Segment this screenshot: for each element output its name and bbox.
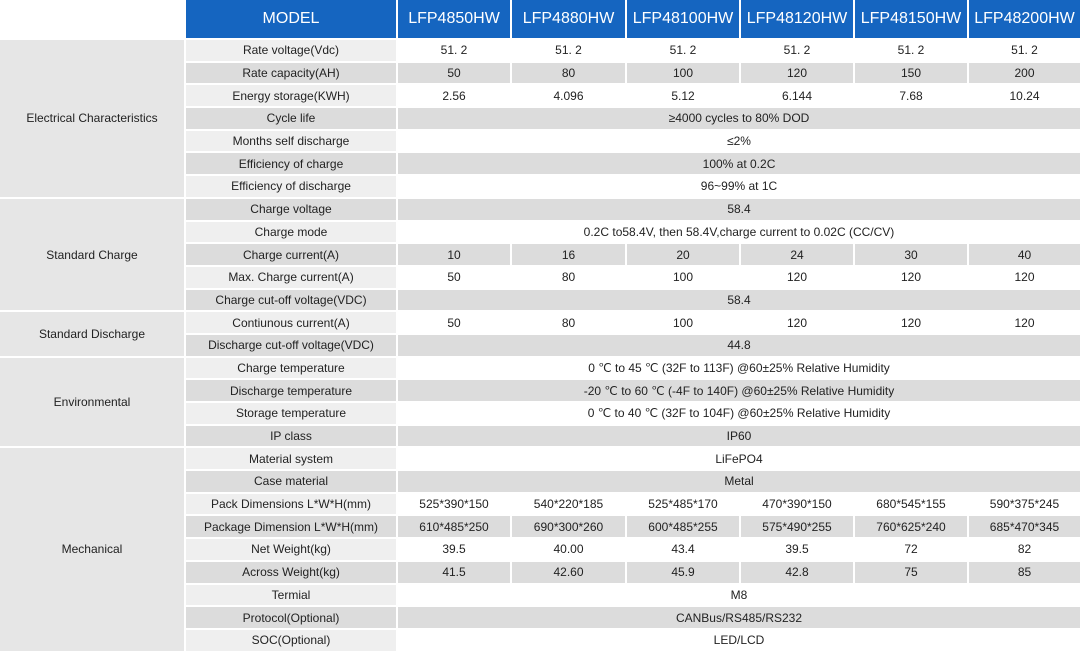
row-label: Protocol(Optional) <box>186 607 398 630</box>
row-value: 690*300*260 <box>512 516 627 539</box>
row-value-shared: LiFePO4 <box>398 448 1082 471</box>
row-label: Cycle life <box>186 108 398 131</box>
row-value: 200 <box>969 63 1082 86</box>
section-name: Mechanical <box>0 448 186 652</box>
row-label: Pack Dimensions L*W*H(mm) <box>186 494 398 517</box>
row-value-shared: 0 ℃ to 45 ℃ (32F to 113F) @60±25% Relative Humidity <box>398 358 1082 381</box>
row-value: 600*485*255 <box>627 516 741 539</box>
row-value: 50 <box>398 63 512 86</box>
row-label: Efficiency of discharge <box>186 176 398 199</box>
row-value: 80 <box>512 63 627 86</box>
row-value: 680*545*155 <box>855 494 969 517</box>
row-value: 4.096 <box>512 85 627 108</box>
row-label: Discharge temperature <box>186 380 398 403</box>
row-label: Rate capacity(AH) <box>186 63 398 86</box>
row-value: 51. 2 <box>855 40 969 63</box>
row-value: 51. 2 <box>398 40 512 63</box>
section-name: Standard Discharge <box>0 312 186 357</box>
row-value: 610*485*250 <box>398 516 512 539</box>
row-value-shared: 96~99% at 1C <box>398 176 1082 199</box>
row-value: 10.24 <box>969 85 1082 108</box>
row-value: 5.12 <box>627 85 741 108</box>
row-value: 540*220*185 <box>512 494 627 517</box>
row-value-shared: Metal <box>398 471 1082 494</box>
row-label: Material system <box>186 448 398 471</box>
row-value: 120 <box>855 267 969 290</box>
row-value-shared: IP60 <box>398 426 1082 449</box>
row-value: 20 <box>627 244 741 267</box>
row-label: Termial <box>186 585 398 608</box>
model-header: MODEL <box>186 0 398 40</box>
row-value: 40.00 <box>512 539 627 562</box>
row-value: 51. 2 <box>627 40 741 63</box>
row-label: Energy storage(KWH) <box>186 85 398 108</box>
header-row <box>0 0 1082 40</box>
row-value: 7.68 <box>855 85 969 108</box>
row-value-shared: 58.4 <box>398 199 1082 222</box>
section-name: Electrical Characteristics <box>0 40 186 199</box>
row-value: 120 <box>741 267 855 290</box>
row-value: 120 <box>969 267 1082 290</box>
row-value: 41.5 <box>398 562 512 585</box>
row-value: 80 <box>512 312 627 335</box>
row-value: 120 <box>741 63 855 86</box>
row-label: Case material <box>186 471 398 494</box>
model-name: LFP48100HW <box>627 0 741 40</box>
row-value: 760*625*240 <box>855 516 969 539</box>
corner-cell <box>0 0 186 40</box>
row-label: Charge current(A) <box>186 244 398 267</box>
row-value: 80 <box>512 267 627 290</box>
row-value: 685*470*345 <box>969 516 1082 539</box>
row-label: Package Dimension L*W*H(mm) <box>186 516 398 539</box>
row-value: 100 <box>627 312 741 335</box>
row-value: 50 <box>398 267 512 290</box>
model-name: LFP48150HW <box>855 0 969 40</box>
row-value: 575*490*255 <box>741 516 855 539</box>
row-value: 525*485*170 <box>627 494 741 517</box>
row-value: 51. 2 <box>512 40 627 63</box>
row-value: 30 <box>855 244 969 267</box>
row-value-shared: ≤2% <box>398 131 1082 154</box>
spec-row <box>0 312 1082 335</box>
row-label: Storage temperature <box>186 403 398 426</box>
row-label: Efficiency of charge <box>186 153 398 176</box>
row-value: 470*390*150 <box>741 494 855 517</box>
row-label: Charge mode <box>186 222 398 245</box>
section-name: Standard Charge <box>0 199 186 312</box>
row-label: IP class <box>186 426 398 449</box>
row-value: 590*375*245 <box>969 494 1082 517</box>
row-value: 16 <box>512 244 627 267</box>
row-value-shared: 100% at 0.2C <box>398 153 1082 176</box>
spec-row <box>0 448 1082 471</box>
row-value: 120 <box>969 312 1082 335</box>
row-label: SOC(Optional) <box>186 630 398 653</box>
row-value-shared: LED/LCD <box>398 630 1082 653</box>
row-value: 39.5 <box>398 539 512 562</box>
row-value: 10 <box>398 244 512 267</box>
row-value: 72 <box>855 539 969 562</box>
row-value: 120 <box>855 312 969 335</box>
row-label: Discharge cut-off voltage(VDC) <box>186 335 398 358</box>
row-label: Charge cut-off voltage(VDC) <box>186 290 398 313</box>
spec-row <box>0 199 1082 222</box>
row-value-shared: CANBus/RS485/RS232 <box>398 607 1082 630</box>
row-label: Charge voltage <box>186 199 398 222</box>
row-value: 82 <box>969 539 1082 562</box>
row-value: 39.5 <box>741 539 855 562</box>
row-value-shared: 44.8 <box>398 335 1082 358</box>
model-name: LFP48200HW <box>969 0 1082 40</box>
model-name: LFP4850HW <box>398 0 512 40</box>
row-value-shared: M8 <box>398 585 1082 608</box>
row-value: 42.60 <box>512 562 627 585</box>
row-value: 42.8 <box>741 562 855 585</box>
model-name: LFP48120HW <box>741 0 855 40</box>
row-value-shared: 0.2C to58.4V, then 58.4V,charge current to 0.02C (CC/CV) <box>398 222 1082 245</box>
row-value-shared: 0 ℃ to 40 ℃ (32F to 104F) @60±25% Relative Humidity <box>398 403 1082 426</box>
row-value: 50 <box>398 312 512 335</box>
spec-row <box>0 40 1082 63</box>
spec-row <box>0 358 1082 381</box>
row-value: 51. 2 <box>969 40 1082 63</box>
row-label: Months self discharge <box>186 131 398 154</box>
row-label: Across Weight(kg) <box>186 562 398 585</box>
row-value-shared: -20 ℃ to 60 ℃ (-4F to 140F) @60±25% Relative Humidity <box>398 380 1082 403</box>
row-label: Max. Charge current(A) <box>186 267 398 290</box>
row-label: Contiunous current(A) <box>186 312 398 335</box>
row-value: 2.56 <box>398 85 512 108</box>
row-value: 525*390*150 <box>398 494 512 517</box>
row-value-shared: 58.4 <box>398 290 1082 313</box>
row-value: 120 <box>741 312 855 335</box>
row-value: 75 <box>855 562 969 585</box>
row-value: 85 <box>969 562 1082 585</box>
row-value: 100 <box>627 63 741 86</box>
row-value: 150 <box>855 63 969 86</box>
row-value: 45.9 <box>627 562 741 585</box>
row-value: 51. 2 <box>741 40 855 63</box>
row-value: 24 <box>741 244 855 267</box>
row-label: Charge temperature <box>186 358 398 381</box>
spec-body <box>0 40 1082 653</box>
model-name: LFP4880HW <box>512 0 627 40</box>
row-value: 43.4 <box>627 539 741 562</box>
section-name: Environmental <box>0 358 186 449</box>
row-value: 40 <box>969 244 1082 267</box>
row-value: 6.144 <box>741 85 855 108</box>
row-value-shared: ≥4000 cycles to 80% DOD <box>398 108 1082 131</box>
row-value: 100 <box>627 267 741 290</box>
row-label: Net Weight(kg) <box>186 539 398 562</box>
row-label: Rate voltage(Vdc) <box>186 40 398 63</box>
